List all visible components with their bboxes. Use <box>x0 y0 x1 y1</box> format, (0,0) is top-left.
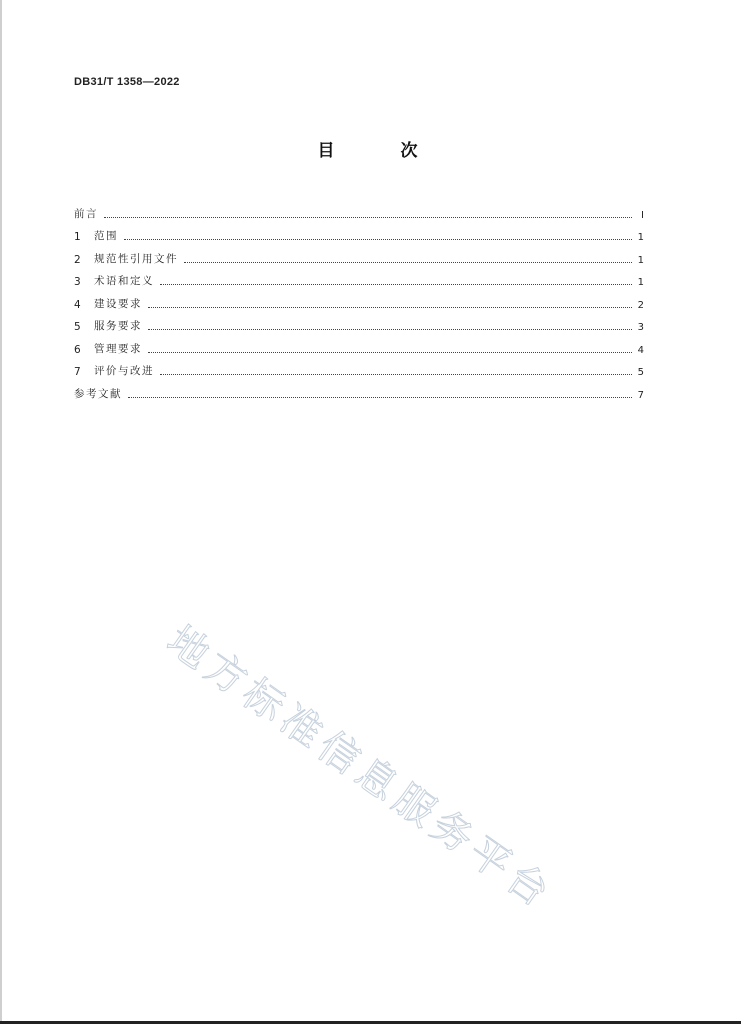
toc-label: 管理要求 <box>94 342 142 355</box>
toc-entry-1[interactable] <box>74 221 644 244</box>
toc-leader <box>104 216 632 218</box>
toc-leader <box>124 238 632 240</box>
toc-leader <box>148 306 632 308</box>
toc-page-number: 4 <box>637 344 644 356</box>
toc-label: 评价与改进 <box>94 365 154 377</box>
toc-page-number: 1 <box>637 232 644 243</box>
toc-leader <box>184 261 632 263</box>
toc-page-number: 1 <box>637 277 644 288</box>
toc-number: 2 <box>74 253 81 266</box>
toc-leader <box>148 328 632 330</box>
toc-entry-6[interactable] <box>74 333 644 356</box>
toc-number: 6 <box>74 343 81 356</box>
toc-entry-references[interactable] <box>74 378 644 401</box>
toc-entry-4[interactable] <box>74 288 644 311</box>
toc-label: 建设要求 <box>94 297 142 310</box>
toc-entry-2[interactable] <box>74 243 644 266</box>
toc-entry-3[interactable] <box>74 266 644 289</box>
watermark: 地方标准信息服务平台 <box>158 617 562 919</box>
toc-label: 规范性引用文件 <box>94 252 178 265</box>
toc-entry-7[interactable] <box>74 356 644 379</box>
toc-page-number: 1 <box>637 254 644 266</box>
toc-page-number: 5 <box>637 367 644 378</box>
toc-label: 范围 <box>94 230 118 242</box>
toc-label: 术语和定义 <box>94 275 154 287</box>
toc-leader <box>128 396 632 398</box>
toc-leader <box>148 351 632 353</box>
table-of-contents <box>74 198 644 401</box>
toc-page-number: 7 <box>637 389 644 401</box>
toc-label: 服务要求 <box>94 320 142 332</box>
toc-label: 参考文献 <box>74 387 122 400</box>
document-code: DB31/T 1358—2022 <box>74 76 180 88</box>
toc-number: 5 <box>74 321 81 333</box>
toc-page-number: Ⅰ <box>641 209 644 221</box>
toc-page-number: 2 <box>637 299 644 311</box>
toc-leader <box>160 373 632 375</box>
page-title: 目 次 <box>317 141 448 161</box>
toc-number: 4 <box>74 298 81 311</box>
toc-number: 1 <box>74 231 81 243</box>
toc-number: 3 <box>74 276 81 288</box>
toc-entry-foreword[interactable] <box>74 198 644 221</box>
toc-label: 前言 <box>74 207 98 220</box>
toc-leader <box>160 283 632 285</box>
toc-entry-5[interactable] <box>74 311 644 334</box>
toc-page-number: 3 <box>637 322 644 333</box>
toc-number: 7 <box>74 366 81 378</box>
